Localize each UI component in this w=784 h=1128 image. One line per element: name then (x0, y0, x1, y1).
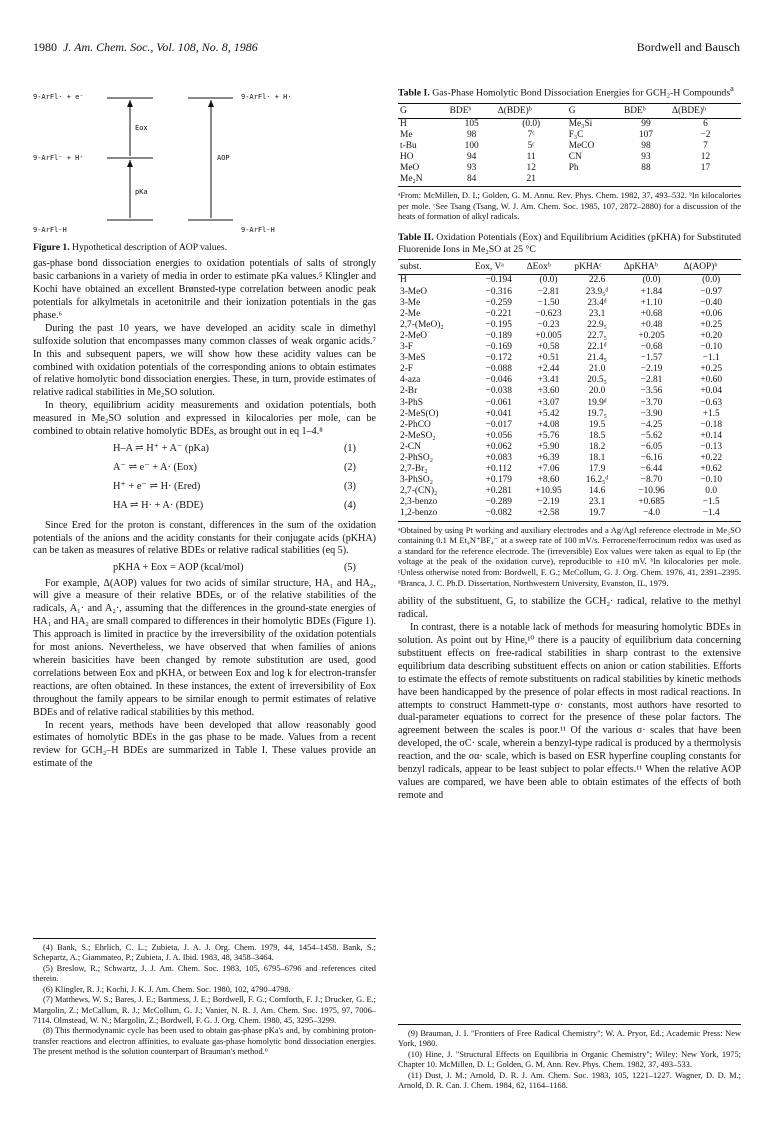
table-cell: −3.90 (640, 408, 663, 419)
table-cell: +0.04 (700, 386, 723, 397)
table-cell: −0.10 (700, 342, 723, 353)
table-cell: −0.316 (485, 286, 512, 297)
table-cell: 2-Me (400, 308, 421, 319)
table-cell: MeO (400, 162, 420, 173)
table-row (398, 398, 741, 409)
table-cell: −2 (700, 129, 711, 140)
table-cell: 2-MeSO₂ (400, 430, 436, 441)
table-row (398, 386, 741, 397)
table-cell: 20.5₅ (587, 375, 607, 386)
paragraph: gas-phase bond dissociation energies to oxidation potentials of salts of strongly basic carbanions in a variety of media in order to estimate pKa values.⁵ Klingler and Kochi have obtained an excellent Brønsted-type correlation between anodic peak potentials for alkylmetals in acetonitrile and their ionization potentials in the gas phase.⁶ (33, 258, 376, 321)
reference-5: (5) Breslow, R.; Schwartz, J. J. Am. Chem. Soc. 1983, 105, 6795–6796 and references cited therein. (33, 963, 376, 984)
table-cell: H (400, 275, 407, 286)
table-cell: 3-MeO (400, 286, 428, 297)
table-2-footnote: ᵃObtained by using Pt working and auxiliary electrodes and a Ag/AgI reference electrode in Me₂SO containing 0.1 M Et₄N⁺BF₄⁻ at a sweep rate of 100 mV/s. Ferrocene/ferrocinum redox was used as a standard for the reference electrode. The (irreversible) Eox values were taken as equal to Ep (the voltage at the peak of the oxidation curve), reproducible to ±10 mV. ᵇIn kilocalories per mole. ᶜUnless otherwise noted from: Bordwell, F. G.; McCollum, G. J. Org. Chem. 1976, 41, 2391–2395. ᵈBranca, J. C. Ph.D. Dissertation, Northwestern University, Evanston, IL, 1979. (398, 524, 741, 588)
table-cell: 19.7₅ (587, 408, 607, 419)
table-row (398, 163, 741, 174)
table-cell: −2.81 (640, 375, 663, 386)
table-row (398, 130, 741, 141)
table-row (398, 152, 741, 163)
table-cell: H (400, 118, 407, 129)
table-cell: −1.4 (681, 508, 741, 521)
table-cell: −4.25 (640, 419, 663, 430)
table-cell: +3.07 (537, 397, 560, 408)
table-cell: 19.9ᵈ (587, 397, 607, 408)
table-cell: −1.57 (640, 353, 663, 364)
table-cell: 3-F (400, 342, 414, 353)
table-cell: −0.195 (485, 319, 512, 330)
table-row (398, 375, 741, 386)
table-row (398, 320, 741, 331)
paragraph: Since Ered for the proton is constant, differences in the sum of the oxidation potentials of the anions and the acidity constants for their conjugate acids (pKHA) can be taken as measures of relative BDEs or relative radical stabilities (eq 5). (33, 519, 376, 557)
table-cell: 21 (496, 174, 567, 187)
table-cell: 22.6 (588, 275, 606, 286)
table-cell: 19.7 (572, 508, 621, 521)
table-2-caption: Table II. Oxidation Potentials (Eox) and Equilibrium Acidities (pKHA) for Substituted Fluorenide Ions in Me₂SO at 25 °C (398, 231, 741, 256)
table-cell: 93 (466, 162, 477, 173)
table-1-caption: Table I. Gas-Phase Homolytic Bond Dissociation Energies for GCH₂-H Compounds$^a$ (398, 84, 734, 99)
table-cell: +0.685 (638, 497, 665, 508)
table-row (398, 431, 741, 442)
table-row (398, 453, 741, 464)
table-cell (567, 174, 622, 187)
table-cell: 7 (703, 140, 708, 151)
table-cell: −0.169 (485, 342, 512, 353)
table-cell: +0.005 (535, 330, 562, 341)
table-cell: 99 (641, 118, 651, 129)
left-column (33, 84, 376, 771)
table-cell: −6.16 (640, 452, 663, 463)
table-cell: +0.62 (700, 464, 723, 475)
table-cell: 5ᶜ (527, 140, 535, 151)
table-cell: +0.68 (640, 308, 663, 319)
table-row (398, 497, 741, 508)
table-cell: −2.19 (640, 364, 663, 375)
table-row (398, 508, 741, 521)
table-cell: 22.9₅ (587, 319, 607, 330)
table-row (398, 464, 741, 475)
table-cell: +0.48 (640, 319, 663, 330)
table-row (398, 287, 741, 298)
fig1-label-acid-right: 9-ArFl-H (241, 226, 275, 234)
table-cell: +0.14 (700, 430, 723, 441)
table-cell: 2,7-(MeO)₂ (400, 319, 444, 330)
table-cell: −1.5 (702, 497, 720, 508)
table-row (398, 420, 741, 431)
table-cell: (0.0) (539, 275, 558, 286)
table-cell: HO (400, 151, 414, 162)
table-cell: Ph (568, 162, 579, 173)
table-cell: −10.96 (638, 486, 665, 497)
reference-10: (10) Hine, J. "Structural Effects on Equilibria in Organic Chemistry"; Wiley: New York, 1975; Chapter 10. McMillen, D. I.; Golden, G. M. Ann. Rev. Phys. Chem. 1982, 37, 493–533. (398, 1049, 741, 1070)
table-cell: 2-MeS(O) (400, 408, 439, 419)
table-cell: −0.194 (485, 275, 512, 286)
fig1-label-eox: Eox (135, 124, 148, 132)
table-row (398, 364, 741, 375)
table-cell: +10.95 (535, 486, 562, 497)
table-cell: −3.56 (640, 386, 663, 397)
table-cell: 2-PhSO₂ (400, 452, 433, 463)
table-cell: +0.51 (537, 353, 560, 364)
table-cell: +3.41 (537, 375, 560, 386)
table-cell: 2-F (400, 364, 414, 375)
table-row (398, 118, 741, 130)
right-footnotes (398, 1024, 741, 1092)
equation-2: A⁻ ⇌ e⁻ + A· (Eox) (2) (113, 462, 356, 474)
table-cell: 2-PhCO (400, 419, 431, 430)
table-cell: 98 (466, 129, 477, 140)
table-cell: Me₂N (398, 174, 448, 187)
paragraph: ability of the substituent, G, to stabilize the GCH₂· radical, relative to the methyl radical. (398, 596, 741, 621)
table-cell: −5.62 (640, 430, 663, 441)
table-cell: (0.0) (702, 275, 721, 286)
figure-1-caption: Figure 1. Hypothetical description of AOP values. (33, 242, 227, 253)
table-cell: −0.088 (485, 364, 512, 375)
table-cell: MeCO (568, 140, 595, 151)
table-row (398, 486, 741, 497)
table-cell: 2-Br (400, 386, 418, 397)
table-cell: 1,2-benzo (398, 508, 473, 521)
table-cell: +2.44 (537, 364, 560, 375)
table-cell: −0.061 (485, 397, 512, 408)
table-cell: F₃C (568, 129, 584, 140)
table-cell: −0.68 (640, 342, 663, 353)
table-cell: +0.22 (700, 452, 723, 463)
table-cell: 22.1ᵈ (587, 342, 607, 353)
table-cell: 23.1 (588, 497, 606, 508)
table-cell: +0.179 (485, 475, 512, 486)
table-cell: +5.42 (537, 408, 560, 419)
table-cell: +5.90 (537, 441, 560, 452)
table-cell: 93 (641, 151, 651, 162)
table-cell: CN (568, 151, 582, 162)
table-cell: −0.289 (485, 497, 512, 508)
table-cell: 2,3-benzo (400, 497, 438, 508)
table-cell: −3.70 (640, 397, 663, 408)
table-cell: +2.58 (525, 508, 573, 521)
table-cell: +0.041 (485, 408, 512, 419)
table-cell: +4.08 (537, 419, 560, 430)
table-cell: +3.60 (537, 386, 560, 397)
table-cell: 18.1 (588, 452, 606, 463)
table-cell: 14.6 (588, 486, 606, 497)
table-cell: −0.259 (485, 297, 512, 308)
table-cell: −0.18 (700, 419, 723, 430)
table-cell: +0.58 (537, 342, 560, 353)
table-cell: +0.281 (485, 486, 512, 497)
paragraph: For example, Δ(AOP) values for two acids of similar structure, HA₁ and HA₂, will give a measure of their relative BDEs, or of the relative stabilities of the radicals, A₁· and A₂·, assuming that the differences in the ground-state energies of HA₁ and HA₂ are small compared to differences in their homolytic BDEs (Figure 1). This approach is limited in practice by the irreversibility of the oxidation potentials for most anions. Nevertheless, we have observed that when families of anions wherein basicities have been changed by remote substitution are used, good correlations between Eox and pKHA, or between Eox and log k for electron-transfer reactions, are often obtained. In these instances, the extent of irreversibility of Eox throughout the family appears to be similar enough to permit estimates of relative BDEs and of relative radical stabilities by this method. (33, 577, 376, 718)
table-cell: 2,7-(CN)₂ (400, 486, 438, 497)
fig1-label-radical-hydrogen: 9-ArFl· + H· (241, 93, 292, 101)
table-cell: +0.20 (700, 330, 723, 341)
running-header (33, 40, 258, 55)
table-cell: 16.2₅ᵈ (585, 475, 609, 486)
table-cell: −0.046 (485, 375, 512, 386)
table-cell: (0.0) (522, 118, 541, 129)
table-cell: −4.0 (622, 508, 682, 521)
table-cell: +1.10 (640, 297, 663, 308)
table-cell: 17 (700, 162, 711, 173)
table-cell: 12 (700, 151, 711, 162)
table-cell: −0.172 (485, 353, 512, 364)
equation-5: pKHA + Eox = AOP (kcal/mol) (5) (113, 562, 356, 574)
table-header-row: G BDEᵇ Δ(BDE)ᵇ G BDEᵇ Δ(BDE)ᵇ (398, 103, 741, 118)
table-cell: 23.4ᵈ (587, 297, 607, 308)
table-cell: +0.056 (485, 430, 512, 441)
table-row (398, 342, 741, 353)
table-cell: −0.038 (485, 386, 512, 397)
left-footnotes (33, 938, 376, 1058)
reference-9: (9) Brauman, J. I. "Frontiers of Free Radical Chemistry"; W. A. Pryor, Ed.; Academic Press: New York, 1980. (398, 1029, 741, 1049)
table-cell: (0.0) (642, 275, 661, 286)
table-row (398, 442, 741, 453)
figure-1-lines (33, 88, 376, 238)
table-cell: 20.0 (588, 386, 606, 397)
table-row (398, 141, 741, 152)
table-cell: −0.97 (700, 286, 723, 297)
table-cell: −0.40 (700, 297, 723, 308)
table-cell: −0.10 (700, 475, 723, 486)
table-1 (398, 103, 741, 188)
table-cell: −6.05 (640, 441, 663, 452)
table-cell: +0.205 (638, 330, 665, 341)
table-cell: Me₃Si (568, 118, 593, 129)
table-cell: 105 (464, 118, 479, 129)
author-header: Bordwell and Bausch (636, 40, 740, 54)
table-cell: 6 (703, 118, 708, 129)
table-cell: 23.1 (588, 308, 606, 319)
table-cell: 2-MeO (400, 330, 428, 341)
table-cell: −0.221 (485, 308, 512, 319)
table-cell: 107 (638, 129, 653, 140)
table-cell: 21.0 (588, 364, 606, 375)
table-row (398, 475, 741, 486)
table-cell: 18.2 (588, 441, 606, 452)
table-row (398, 309, 741, 320)
table-row (398, 331, 741, 342)
fig1-label-aop: AOP (217, 154, 230, 162)
table-cell: 3-MeS (400, 353, 426, 364)
table-cell: 11 (526, 151, 536, 162)
table-cell: +0.083 (485, 452, 512, 463)
table-row (398, 275, 741, 287)
table-cell: +1.84 (640, 286, 663, 297)
table-cell: +0.25 (700, 319, 723, 330)
table-cell (622, 174, 670, 187)
reference-4: (4) Bank, S.; Ehrlich, C. L.; Zubieta, J. A. J. Org. Chem. 1979, 44, 1454–1458. Bank, S.; Schepartz, A.; Giammateo, P.; Zubieta, J. A. Ibid. 1983, 48, 3458–3464. (33, 943, 376, 963)
equation-1: H–A ⇌ H⁺ + A⁻ (pKa) (1) (113, 442, 356, 454)
table-cell: +1.5 (702, 408, 720, 419)
fig1-label-radical-electron: 9-ArFl· + e⁻ (33, 93, 84, 101)
equation-4: HA ⇌ H· + A· (BDE) (4) (113, 500, 356, 512)
table-cell: 19.5 (588, 419, 606, 430)
table-cell: −2.19 (537, 497, 560, 508)
table-cell: +8.60 (537, 475, 560, 486)
table-cell: −1.50 (537, 297, 560, 308)
table-cell (670, 174, 741, 187)
table-cell: 17.9 (588, 464, 606, 475)
table-cell: +0.25 (700, 364, 723, 375)
paragraph: In contrast, there is a notable lack of methods for measuring homolytic BDEs in solution. As point out by Hine,¹⁰ there is a paucity of equilibrium data concerning substituent effects on free-radical stabilities in sharp contrast to the extensive equilibrium data describing substituent effects on anion or cation stabilities. Efforts to estimate the effects of remote substituents on radical stabilities by kinetic methods have been handicapped by the presence of polar effects in most radical reactions. In attempts to construct Hammett-type σ· constants, most authors have resorted to dual-parameter equations to correct for the presence of these polar factors. The agreement between the scales is poor.¹¹ Of the various σ· scales that have been developed, the σC· scale, wherein a benzyl-type radical is produced by a thermolysis reaction, and the σα· scale, which is based on ESR hyperfine coupling constants for benzyl radicals, appear to be least subject to polar effects.¹¹ When the relative AOP values are compared, we have been able to obtain estimates of the effects of both remote and (398, 622, 741, 801)
paragraph: In recent years, methods have been developed that allow reasonably good estimates of homolytic BDEs in the gas phase to be made. Values from a recent review for GCH₂–H BDEs are summarized in Table I. These values provide an estimate of the (33, 719, 376, 770)
table-cell: Me (400, 129, 413, 140)
table-cell: +0.062 (485, 441, 512, 452)
equation-3: H⁺ + e⁻ ⇌ H· (Ered) (3) (113, 481, 356, 493)
reference-11: (11) Dust, J. M.; Arnold, D. R. J. Am. Chem. Soc. 1983, 105, 1221–1227. Wagner, D. D. M.; Arnold, D. R. Can. J. Chem. 1984, 62, 1164–1168. (398, 1070, 741, 1091)
table-1-footnote: ᵃFrom: McMillen, D. I.; Golden, G. M. Annu. Rev. Phys. Chem. 1982, 37, 493–532. ᵇIn kilocalories per mole. ᶜSee Tsang (Tsang, W. J. Am. Chem. Soc. 1985, 107, 2872–2880) for a discussion of the heats of formation of alkyl radicals. (398, 190, 741, 222)
table-cell: +7.06 (537, 464, 560, 475)
table-cell: +0.60 (700, 375, 723, 386)
table-cell: 23.9₅ᵈ (585, 286, 609, 297)
table-cell: +6.39 (537, 452, 560, 463)
table-cell: 7ᶜ (527, 129, 535, 140)
table-header-row: subst. Eox, Vᵃ ΔEoxᵇ pKHAᶜ ΔpKHAᵇ Δ(AOP)ᵇ (398, 260, 741, 275)
paragraph: During the past 10 years, we have developed an acidity scale in dimethyl sulfoxide solution that encompasses many common classes of weak organic acids.⁷ In this and subsequent papers, we will show how these acidity values can be combined with oxidation potentials of the corresponding anions to obtain estimates of relative homolytic bond dissociation energies. These, in turn, provide estimates of relative radical stabilities in Me₂SO solution. (33, 322, 376, 399)
reference-8: (8) This thermodynamic cycle has been used to obtain gas-phase pKa's and, by combining proton-transfer reactions and electron affinities, to evaluate gas-phase homolytic bond dissociation energies. The present method is the solution counterpart of Brauman's method.⁹ (33, 1026, 376, 1057)
table-cell: −0.189 (485, 330, 512, 341)
paragraph: In theory, equilibrium acidity measurements and oxidation potentials, both measured in Me₂SO solution and expressed in kilocalories per mole, can be combined to obtain relative homolytic BDEs, as brought out in eq 1–4.⁸ (33, 400, 376, 438)
table-cell: 2,7-Br₂ (400, 464, 428, 475)
table-cell: 4-aza (400, 375, 421, 386)
table-cell: 98 (641, 140, 651, 151)
table-cell: −6.44 (640, 464, 663, 475)
fig1-label-acid-left: 9-ArFl-H (33, 226, 67, 234)
table-cell: −0.63 (700, 397, 723, 408)
table-cell: 88 (641, 162, 651, 173)
table-cell: −0.082 (473, 508, 525, 521)
table-cell: −0.23 (537, 319, 560, 330)
table-row (398, 409, 741, 420)
table-row (398, 174, 741, 187)
table-cell: 3-PhSO₂ (400, 475, 433, 486)
table-cell: 3-Me (400, 297, 421, 308)
table-cell: 12 (526, 162, 536, 173)
table-cell: −0.017 (485, 419, 512, 430)
journal-citation: J. Am. Chem. Soc., Vol. 108, No. 8, 1986 (63, 40, 258, 54)
table-cell: t-Bu (400, 140, 417, 151)
table-cell: +0.06 (700, 308, 723, 319)
table-row (398, 298, 741, 309)
table-cell: −1.1 (702, 353, 720, 364)
page-number: 1980 (33, 40, 57, 54)
table-cell: 100 (464, 140, 479, 151)
right-column (398, 84, 741, 803)
table-cell: 84 (448, 174, 496, 187)
reference-6: (6) Klingler, R. J.; Kochi, J. K. J. Am. Chem. Soc. 1980, 102, 4790–4798. (43, 984, 291, 994)
fig1-label-anion-proton: 9-ArFl⁻ + H⁺ (33, 154, 84, 162)
table-cell: 3-PhS (400, 397, 423, 408)
table-2 (398, 259, 741, 521)
table-cell: 2-CN (400, 441, 421, 452)
fig1-label-pka: pKa (135, 188, 148, 196)
table-cell: −0.13 (700, 441, 723, 452)
figure-1-diagram (33, 88, 376, 238)
table-cell: 22.7₅ (587, 330, 607, 341)
table-cell: 21.4₅ (587, 353, 607, 364)
reference-7: (7) Matthews, W. S.; Bares, J. E.; Bartmess, J. E.; Bordwell, F. G.; Cornforth, F. J.; Drucker, G. E.; Margolin, Z.; McCallum, R. J.; McCollum, G. J.; Vanier, N. R. J. Am. Chem. Soc. 1975, 97, 7006–7114. Olmstead, W. N.; Margolin, Z.; Bordwell, F. G. J. Org. Chem. 1980, 45, 3295–3299. (33, 995, 376, 1025)
table-cell: −2.81 (537, 286, 560, 297)
table-cell: +0.112 (485, 464, 512, 475)
table-cell: −0.623 (535, 308, 562, 319)
table-cell: 94 (466, 151, 477, 162)
table-row (398, 353, 741, 364)
table-cell: +5.76 (537, 430, 560, 441)
table-cell: 0.0 (705, 486, 718, 497)
table-cell: −8.70 (640, 475, 663, 486)
table-cell: 18.5 (588, 430, 606, 441)
